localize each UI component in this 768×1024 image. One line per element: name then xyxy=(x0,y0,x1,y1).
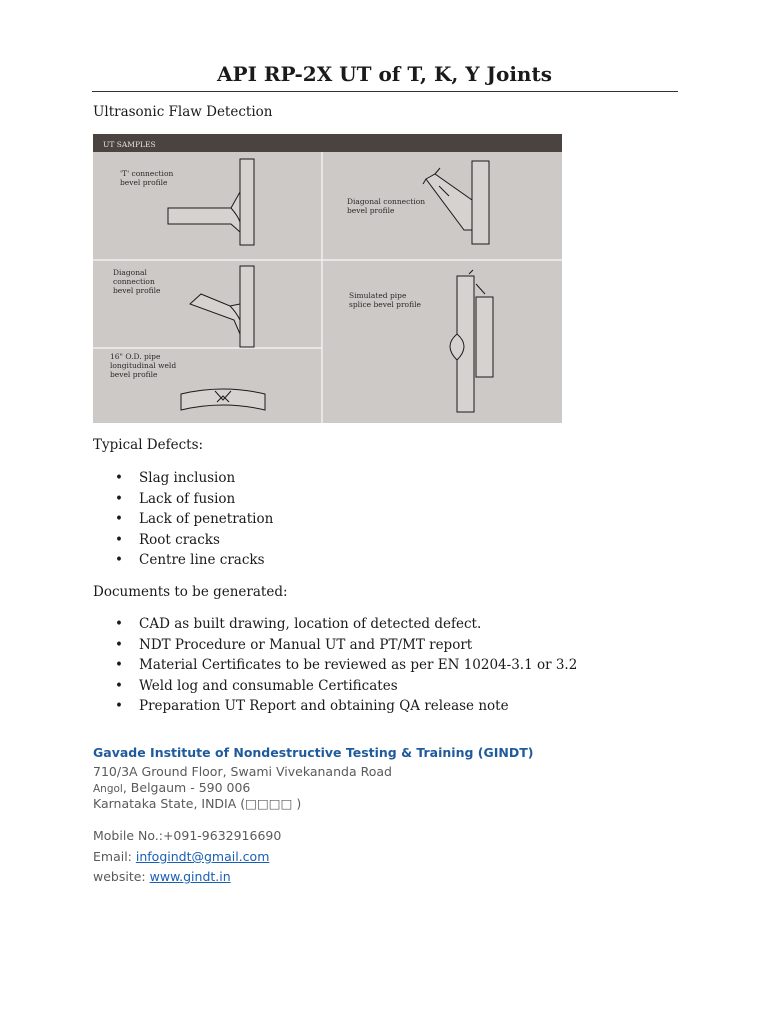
mobile-number: Mobile No.:+091-9632916690 xyxy=(93,828,282,843)
bullet-icon: • xyxy=(115,552,123,569)
list-item: • Lack of penetration xyxy=(93,509,273,530)
list-item: • NDT Procedure or Manual UT and PT/MT report xyxy=(93,635,577,656)
page-title: API RP-2X UT of T, K, Y Joints xyxy=(217,62,552,86)
list-item: • CAD as built drawing, location of detected defect. xyxy=(93,614,577,635)
label-pipe-splice-2: splice bevel profile xyxy=(349,300,421,309)
bullet-icon: • xyxy=(115,616,123,632)
bullet-icon: • xyxy=(115,698,123,715)
label-t-connection-2: bevel profile xyxy=(120,178,168,187)
documents-list xyxy=(93,614,577,717)
bullet-icon: • xyxy=(115,636,123,653)
figure-header-bar xyxy=(93,134,562,152)
bullet-icon: • xyxy=(115,531,123,548)
address-line-2: Angol, Belgaum - 590 006 xyxy=(93,780,251,795)
list-item: • Lack of fusion xyxy=(93,489,273,510)
bullet-icon: • xyxy=(115,490,123,507)
bullet-icon: • xyxy=(115,470,123,486)
list-item: • Centre line cracks xyxy=(93,550,273,571)
email-link[interactable]: infogindt@gmail.com xyxy=(135,849,270,864)
address-line-1: 710/3A Ground Floor, Swami Vivekananda Road xyxy=(93,764,392,779)
email-line: Email: infogindt@gmail.com xyxy=(93,849,270,864)
label-diag-left-3: bevel profile xyxy=(113,286,161,295)
title-underline xyxy=(92,91,678,92)
label-diag-right-2: bevel profile xyxy=(347,206,395,215)
label-pipe-splice-1: Simulated pipe xyxy=(349,291,407,300)
list-item: • Material Certificates to be reviewed as per EN 10204-3.1 or 3.2 xyxy=(93,655,577,676)
section-heading-documents: Documents to be generated: xyxy=(93,584,288,600)
website-line: website: www.gindt.in xyxy=(93,869,231,884)
website-link[interactable]: www.gindt.in xyxy=(149,869,231,884)
label-t-connection-1: 'T' connection xyxy=(120,169,174,178)
figure-header-label: UT SAMPLES xyxy=(103,140,156,149)
bullet-icon: • xyxy=(115,511,123,528)
list-item: • Slag inclusion xyxy=(93,468,273,489)
section-heading-ultrasonic: Ultrasonic Flaw Detection xyxy=(93,104,273,120)
label-od-pipe-2: longitudinal weld xyxy=(110,361,177,370)
label-diag-left-1: Diagonal xyxy=(113,268,147,277)
list-item: • Root cracks xyxy=(93,530,273,551)
label-od-pipe-3: bevel profile xyxy=(110,370,158,379)
label-od-pipe-1: 16" O.D. pipe xyxy=(110,352,161,361)
section-heading-defects: Typical Defects: xyxy=(93,437,204,453)
ut-samples-figure xyxy=(93,134,562,423)
bullet-icon: • xyxy=(115,677,123,694)
bullet-icon: • xyxy=(115,657,123,674)
list-item: • Preparation UT Report and obtaining QA release note xyxy=(93,696,577,717)
label-diag-right-1: Diagonal connection xyxy=(347,197,426,206)
list-item: • Weld log and consumable Certificates xyxy=(93,676,577,697)
org-name: Gavade Institute of Nondestructive Testing & Training (GINDT) xyxy=(93,745,534,760)
defects-list xyxy=(93,468,273,571)
label-diag-left-2: connection xyxy=(113,277,155,286)
address-line-3: Karnataka State, INDIA (□□□□ ) xyxy=(93,796,302,811)
